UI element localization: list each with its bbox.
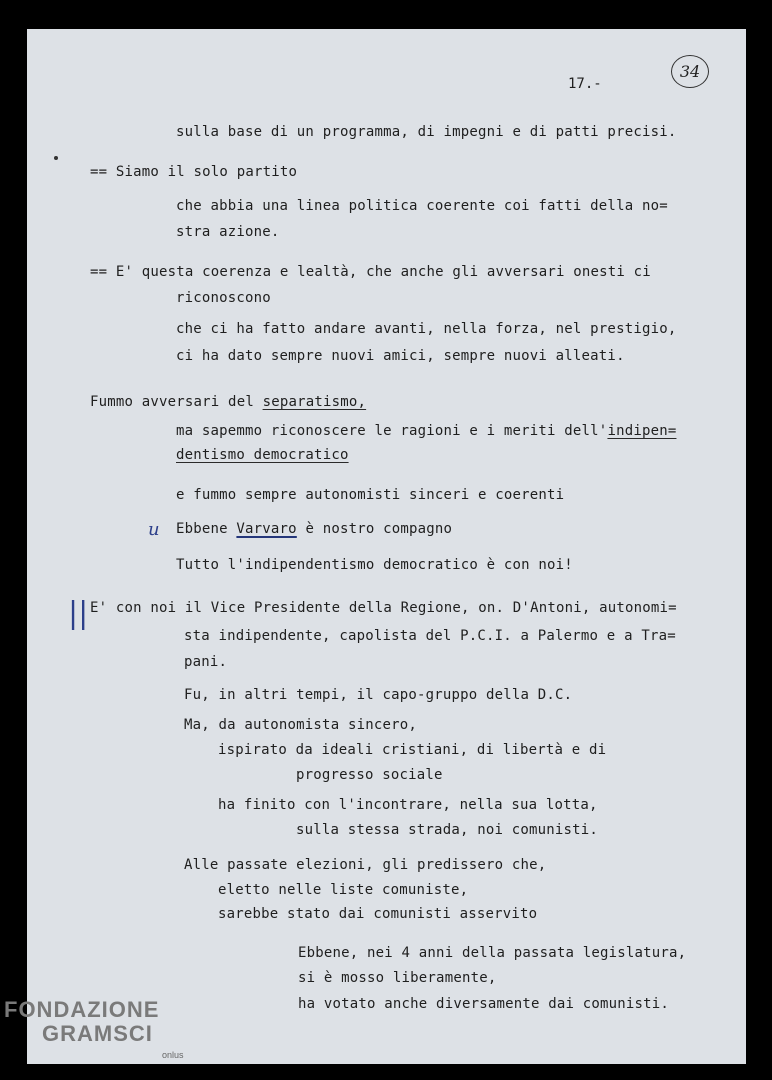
page-number: 17.- [568, 76, 602, 92]
text-segment: è nostro compagno [296, 521, 453, 537]
watermark-line: FONDAZIONE [4, 997, 160, 1022]
text-line: Fu, in altri tempi, il capo-gruppo della D.C. [184, 687, 573, 703]
watermark-line: GRAMSCI [42, 1021, 153, 1046]
text-line: Alle passate elezioni, gli predissero che, [184, 857, 547, 873]
text-line [176, 423, 676, 439]
text-line: sulla base di un programma, di impegni e di patti precisi. [176, 124, 677, 140]
text-line: Ma, da autonomista sincero, [184, 717, 417, 733]
text-line: che abbia una linea politica coerente coi fatti della no= [176, 198, 668, 214]
text-segment: Ebbene [176, 521, 237, 537]
text-line: che ci ha fatto andare avanti, nella forza, nel prestigio, [176, 321, 677, 337]
text-line: progresso sociale [296, 767, 443, 783]
watermark-logo [4, 997, 184, 1060]
handwritten-mark: || [68, 596, 89, 631]
text-line: == E' questa coerenza e lealtà, che anche gli avversari onesti ci [90, 264, 651, 280]
text-line: riconoscono [176, 290, 271, 306]
text-line: Tutto l'indipendentismo democratico è con noi! [176, 557, 573, 573]
text-line: sarebbe stato dai comunisti asservito [218, 906, 538, 922]
text-segment: Fummo avversari del [90, 394, 263, 410]
watermark-line: onlus [162, 1050, 184, 1060]
text-line: E' con noi il Vice Presidente della Regione, on. D'Antoni, autonomi= [90, 600, 677, 616]
underlined-term: separatismo, [262, 394, 367, 410]
margin-dot [54, 156, 58, 160]
text-line: si è mosso liberamente, [298, 970, 497, 986]
handwritten-mark: u [148, 519, 160, 540]
text-line: ispirato da ideali cristiani, di libertà e di [218, 742, 607, 758]
text-line [90, 394, 366, 410]
archive-stamp: 34 [671, 55, 709, 88]
text-line: == Siamo il solo partito [90, 164, 298, 180]
text-line: ci ha dato sempre nuovi amici, sempre nuovi alleati. [176, 348, 625, 364]
text-line: e fummo sempre autonomisti sinceri e coerenti [176, 487, 565, 503]
underlined-name: Varvaro [236, 521, 297, 537]
text-segment: ma sapemmo riconoscere le ragioni e i meriti dell' [176, 423, 608, 439]
text-line: pani. [184, 654, 228, 670]
text-line: Ebbene, nei 4 anni della passata legislatura, [298, 945, 687, 961]
underlined-term: indipen= [607, 423, 677, 439]
text-line: sta indipendente, capolista del P.C.I. a Palermo e a Tra= [184, 628, 676, 644]
underlined-term: dentismo democratico [176, 447, 349, 463]
text-line: ha finito con l'incontrare, nella sua lotta, [218, 797, 598, 813]
text-line: eletto nelle liste comuniste, [218, 882, 469, 898]
text-line: stra azione. [176, 224, 280, 240]
text-line: sulla stessa strada, noi comunisti. [296, 822, 599, 838]
text-line [176, 521, 452, 537]
text-line: ha votato anche diversamente dai comunisti. [298, 996, 670, 1012]
